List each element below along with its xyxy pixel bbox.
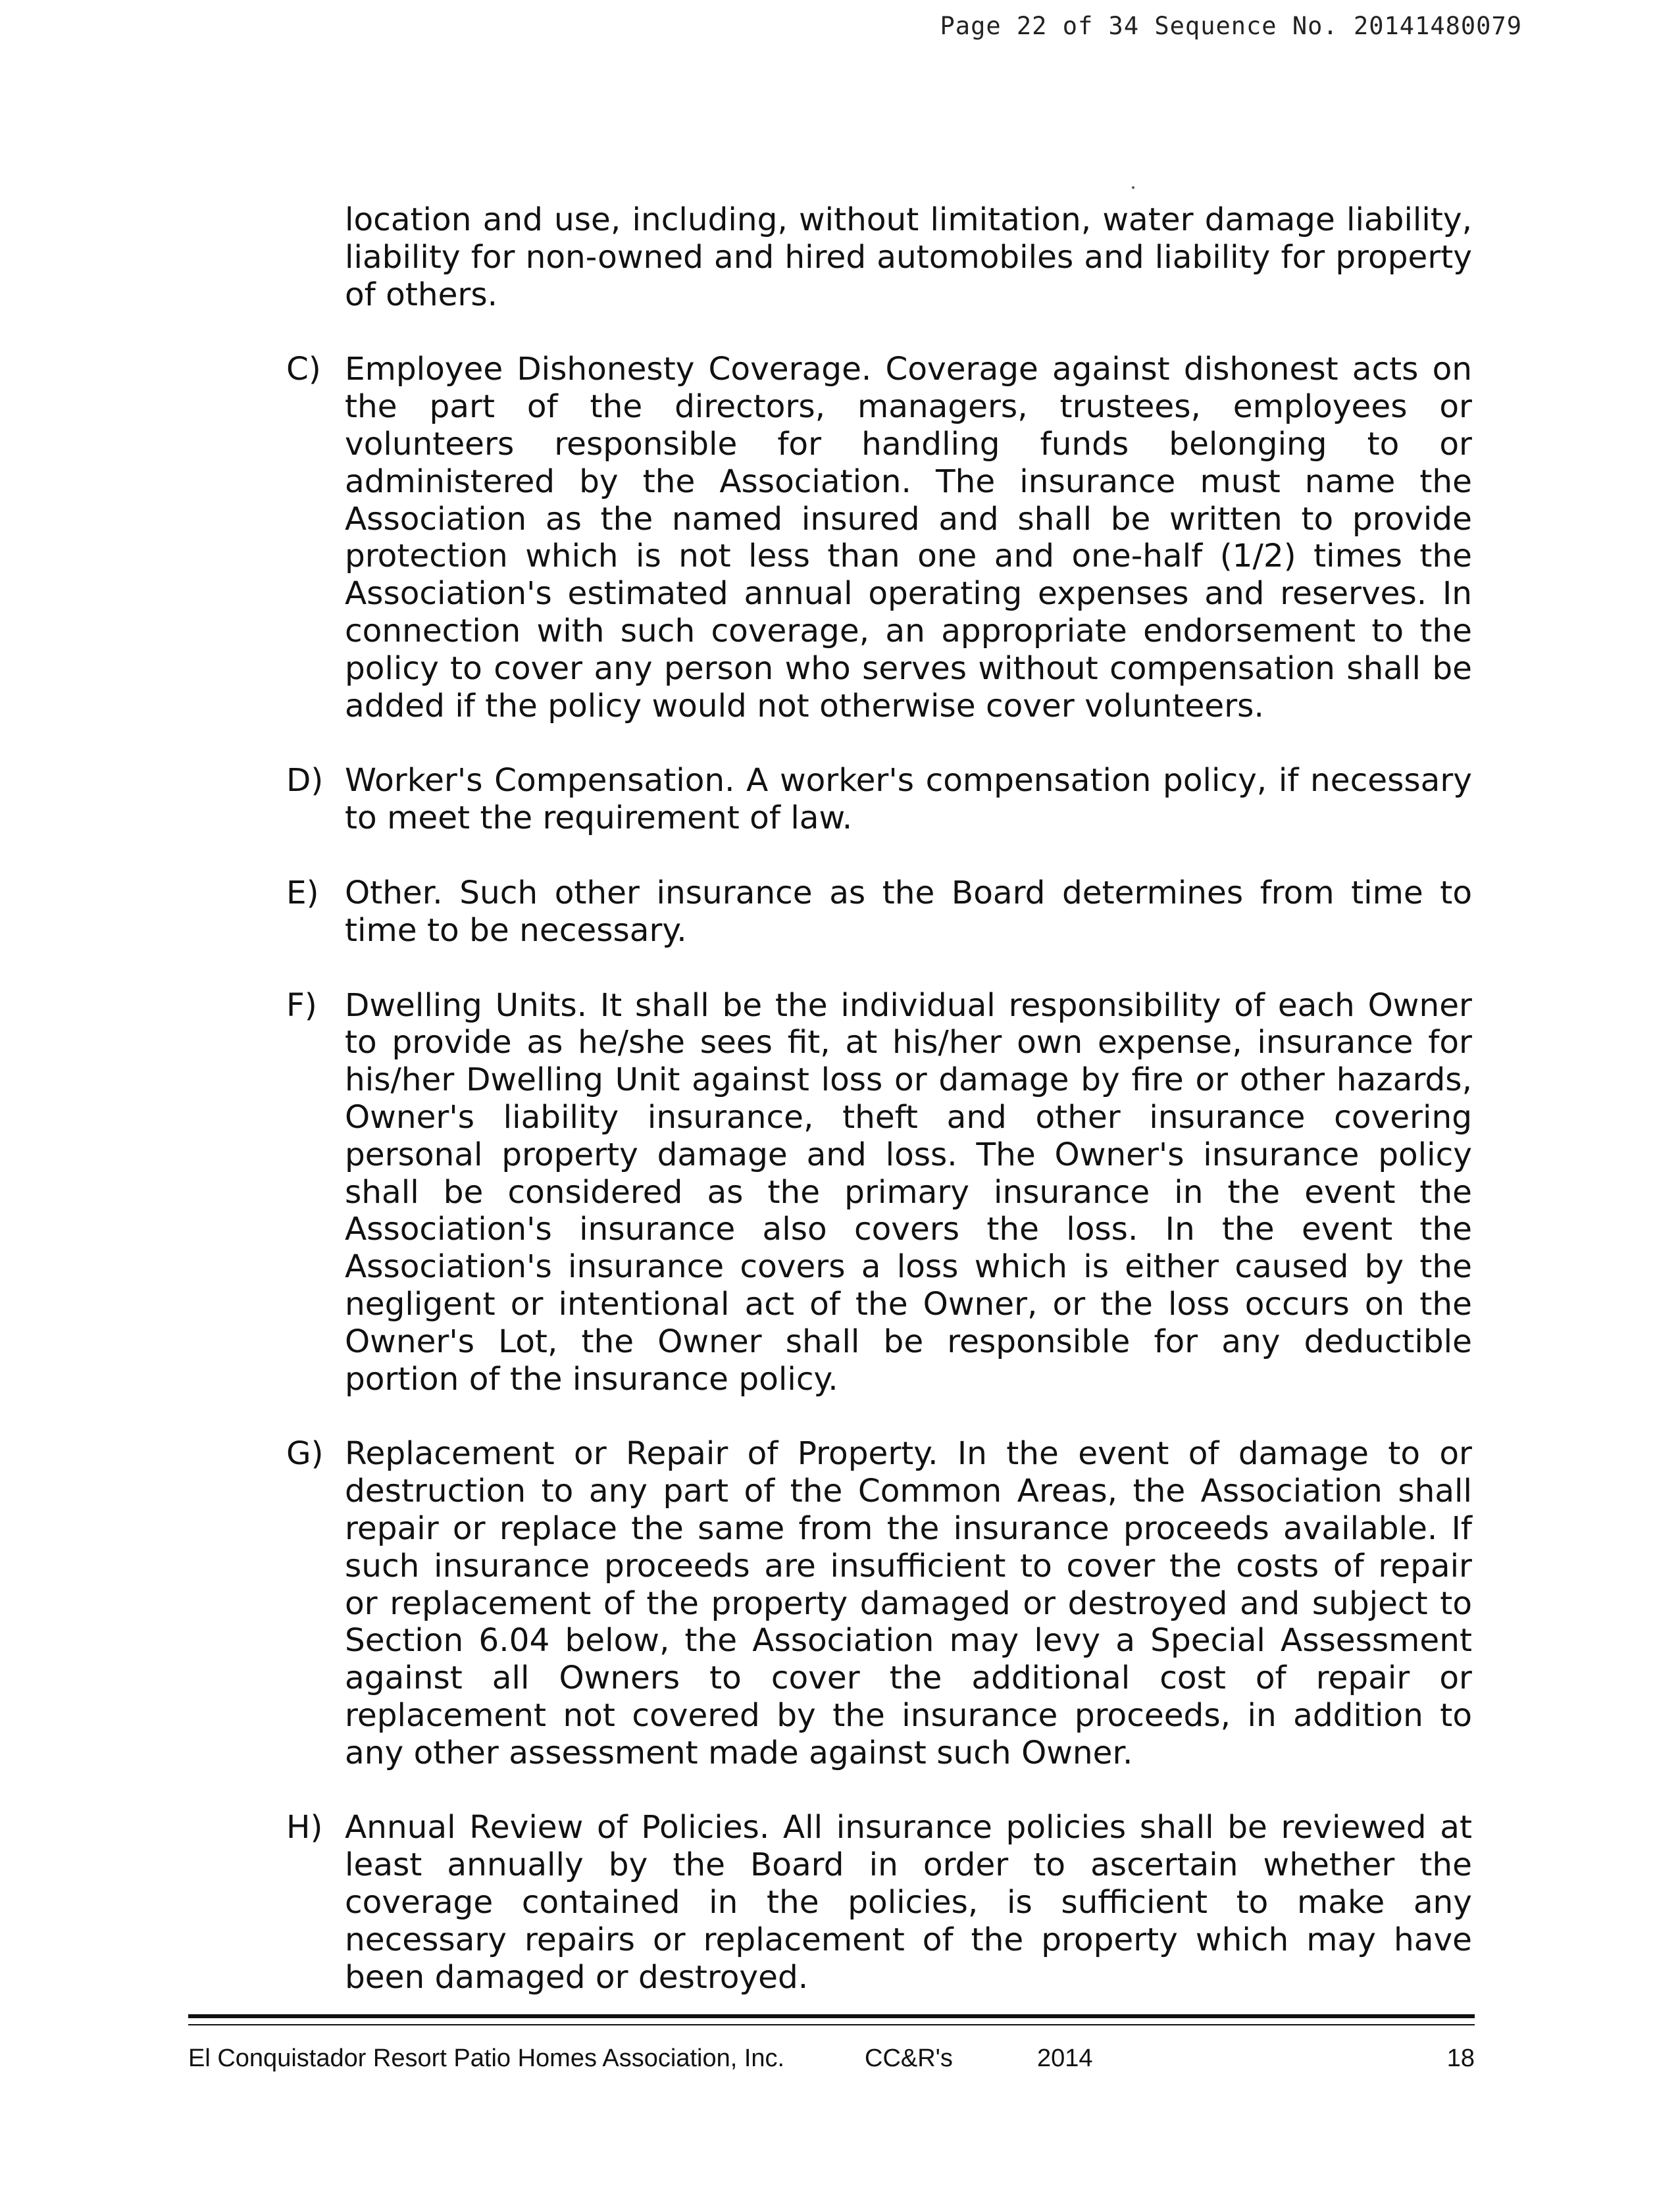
page-footer <box>188 2014 1475 2093</box>
item-text: Annual Review of Policies. All insurance policies shall be reviewed at least annually by the Board in order to ascertain whether the coverage contained in the policies, is sufficient to make any necessary repairs or replacement of the property which may have been damaged or destroyed. <box>345 1809 1472 1996</box>
item-text: Other. Such other insurance as the Board determines from time to time to be necessary. <box>345 874 1472 949</box>
list-item-g <box>286 1435 1472 1771</box>
footer-page-number: 18 <box>1446 2045 1475 2072</box>
item-letter: G) <box>286 1435 324 1473</box>
list-item-c <box>286 351 1472 724</box>
item-text: Dwelling Units. It shall be the individual responsibility of each Owner to provide as he/she sees fit, at his/her own expense, insurance for his/her Dwelling Unit against loss or damage by fire or other hazards, Owner's liability insurance, theft and other insurance covering personal property damage and loss. The Owner's insurance policy shall be considered as the primary insurance in the event the Association's insurance also covers the loss. In the event the Association's insurance covers a loss which is either caused by the negligent or intentional act of the Owner, or the loss occurs on the Owner's Lot, the Owner shall be responsible for any deductible portion of the insurance policy. <box>345 986 1472 1398</box>
list-item-f <box>286 987 1472 1398</box>
footer-organization: El Conquistador Resort Patio Homes Association, Inc. <box>188 2045 785 2072</box>
intro-paragraph: location and use, including, without limitation, water damage liability, liability for non-owned and hired automobiles and liability for property of others. <box>345 201 1472 313</box>
item-letter: F) <box>286 986 317 1024</box>
list-item-h <box>286 1809 1472 1996</box>
list-item-e <box>286 875 1472 950</box>
page-sequence-header: Page 22 of 34 Sequence No. 20141480079 <box>940 12 1522 40</box>
item-text: Employee Dishonesty Coverage. Coverage against dishonest acts on the part of the directors, managers, trustees, employees or volunteers responsible for handling funds belonging to or administered by the Association. The insurance must name the Association as the named insured and shall be written to provide protection which is not less than one and one-half (1/2) times the Association's estimated annual operating expenses and reserves. In connection with such coverage, an appropriate endorsement to the policy to cover any person who serves without compensation shall be added if the policy would not otherwise cover volunteers. <box>345 351 1472 724</box>
item-text: Worker's Compensation. A worker's compensation policy, if necessary to meet the requirement of law. <box>345 762 1472 837</box>
footer-divider <box>188 2014 1475 2025</box>
item-letter: E) <box>286 874 319 911</box>
item-text: Replacement or Repair of Property. In the event of damage to or destruction to any part of the Common Areas, the Association shall repair or replace the same from the insurance proceeds available. If such insurance proceeds are insufficient to cover the costs of repair or replacement of the property damaged or destroyed and subject to Section 6.04 below, the Association may levy a Special Assessment against all Owners to cover the additional cost of repair or replacement not covered by the insurance proceeds, in addition to any other assessment made against such Owner. <box>345 1435 1472 1771</box>
list-item-d <box>286 762 1472 837</box>
footer-year: 2014 <box>1037 2045 1093 2072</box>
footer-document-name: CC&R's <box>865 2045 953 2072</box>
document-body <box>286 201 1472 2033</box>
item-letter: C) <box>286 351 321 388</box>
item-letter: H) <box>286 1809 323 1846</box>
scan-speck <box>1132 186 1134 189</box>
item-letter: D) <box>286 762 324 800</box>
